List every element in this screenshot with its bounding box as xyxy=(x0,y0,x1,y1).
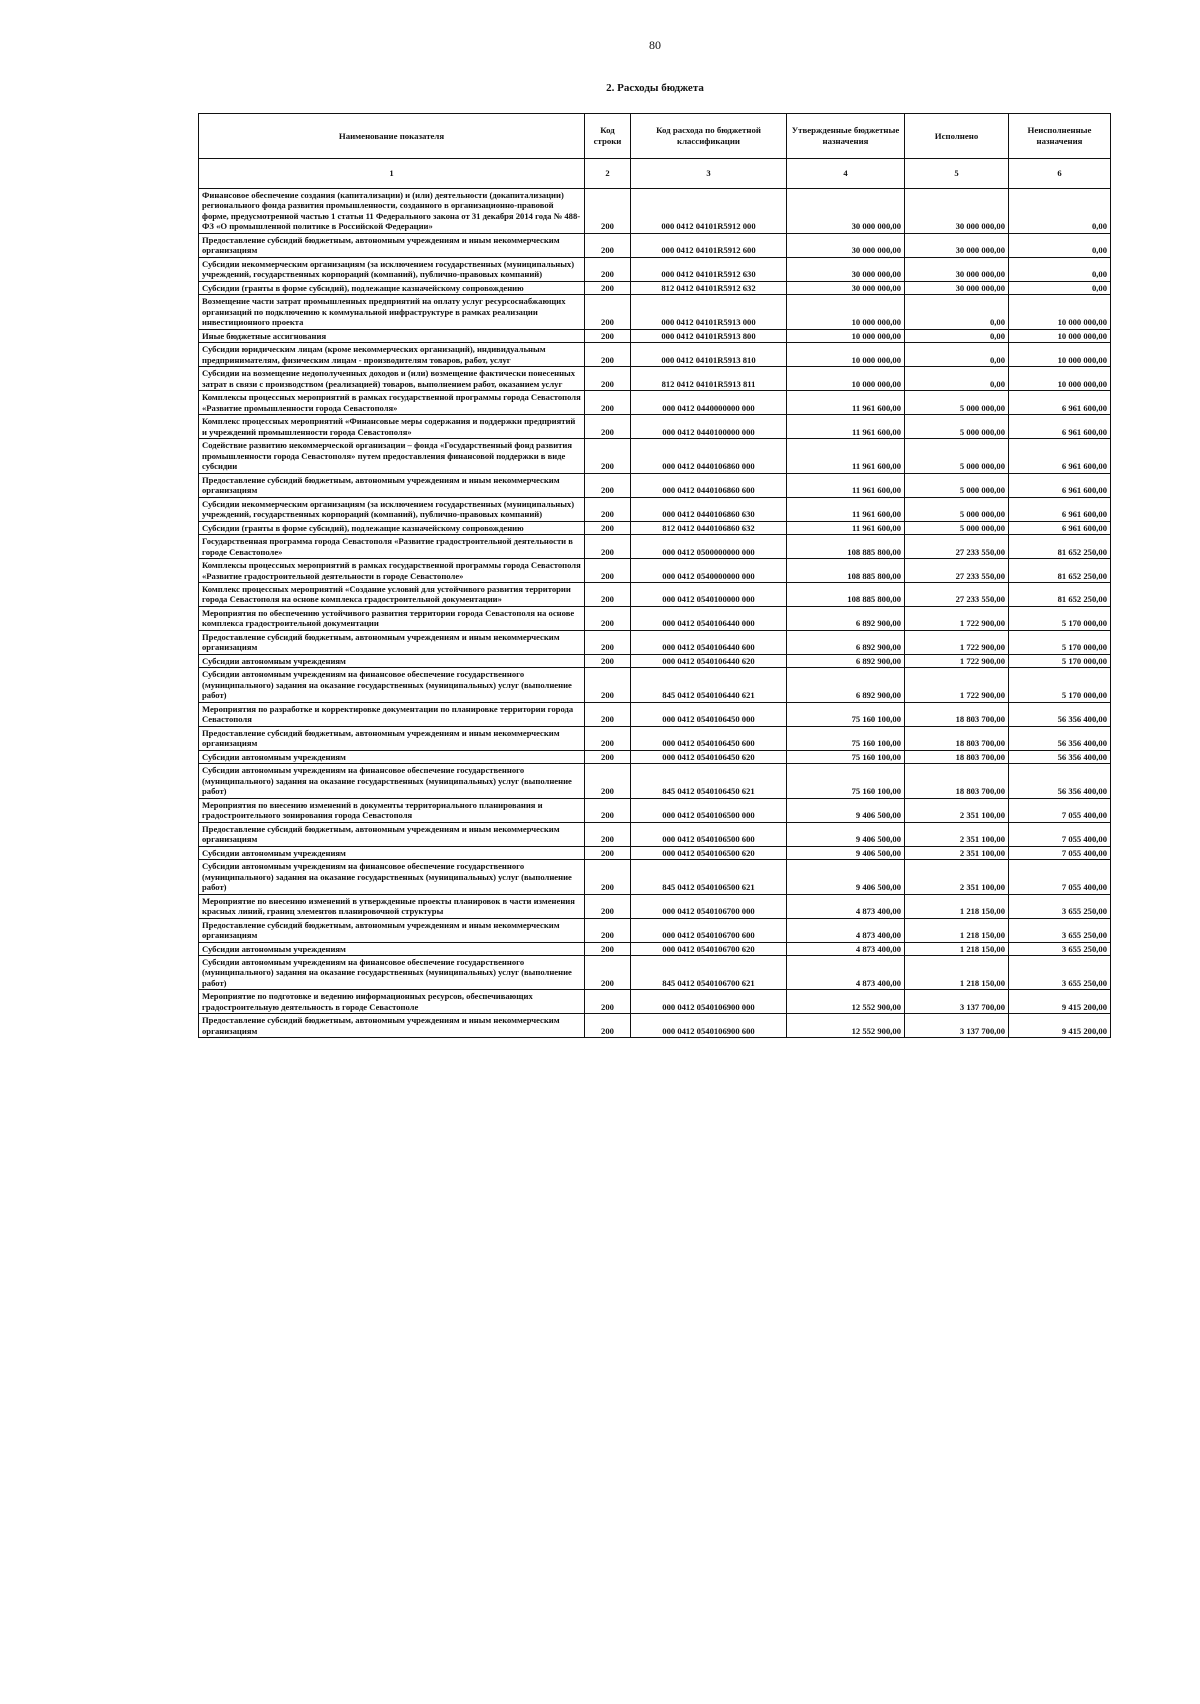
column-number: 4 xyxy=(787,159,905,189)
row-unexecuted: 56 356 400,00 xyxy=(1009,764,1111,798)
row-executed: 1 722 900,00 xyxy=(905,606,1009,630)
row-expense-code: 000 0412 0540106500 600 xyxy=(631,822,787,846)
table-row xyxy=(199,860,1111,894)
row-executed: 27 233 550,00 xyxy=(905,559,1009,583)
row-unexecuted: 5 170 000,00 xyxy=(1009,630,1111,654)
header-unexecuted: Неисполненные назначения xyxy=(1009,114,1111,159)
table-row xyxy=(199,1014,1111,1038)
row-approved: 108 885 800,00 xyxy=(787,535,905,559)
row-approved: 10 000 000,00 xyxy=(787,367,905,391)
row-unexecuted: 6 961 600,00 xyxy=(1009,439,1111,473)
row-approved: 6 892 900,00 xyxy=(787,668,905,702)
row-approved: 11 961 600,00 xyxy=(787,473,905,497)
row-approved: 75 160 100,00 xyxy=(787,764,905,798)
row-name: Субсидии некоммерческим организациям (за исключением государственных (муниципальных) учреждений, государственных корпораций (компаний), публично-правовых компаний) xyxy=(199,257,585,281)
table-row xyxy=(199,822,1111,846)
row-unexecuted: 56 356 400,00 xyxy=(1009,750,1111,763)
table-row xyxy=(199,391,1111,415)
row-line-code: 200 xyxy=(585,860,631,894)
row-executed: 5 000 000,00 xyxy=(905,473,1009,497)
row-executed: 1 218 150,00 xyxy=(905,918,1009,942)
row-unexecuted: 81 652 250,00 xyxy=(1009,535,1111,559)
row-line-code: 200 xyxy=(585,918,631,942)
row-executed: 3 137 700,00 xyxy=(905,1014,1009,1038)
row-expense-code: 000 0412 0540106440 600 xyxy=(631,630,787,654)
row-approved: 30 000 000,00 xyxy=(787,189,905,234)
row-name: Субсидии автономным учреждениям xyxy=(199,846,585,859)
row-unexecuted: 7 055 400,00 xyxy=(1009,798,1111,822)
row-executed: 0,00 xyxy=(905,367,1009,391)
row-approved: 75 160 100,00 xyxy=(787,702,905,726)
row-expense-code: 000 0412 04101R5913 800 xyxy=(631,329,787,342)
row-expense-code: 000 0412 0540106440 000 xyxy=(631,606,787,630)
row-approved: 9 406 500,00 xyxy=(787,846,905,859)
row-approved: 10 000 000,00 xyxy=(787,343,905,367)
row-expense-code: 000 0412 0540106450 620 xyxy=(631,750,787,763)
column-number: 6 xyxy=(1009,159,1111,189)
row-executed: 27 233 550,00 xyxy=(905,582,1009,606)
table-row xyxy=(199,473,1111,497)
row-approved: 6 892 900,00 xyxy=(787,654,905,667)
row-approved: 9 406 500,00 xyxy=(787,798,905,822)
row-unexecuted: 56 356 400,00 xyxy=(1009,726,1111,750)
row-expense-code: 000 0412 0540106700 000 xyxy=(631,894,787,918)
table-row xyxy=(199,668,1111,702)
row-executed: 1 218 150,00 xyxy=(905,956,1009,990)
row-approved: 10 000 000,00 xyxy=(787,329,905,342)
row-name: Иные бюджетные ассигнования xyxy=(199,329,585,342)
table-body xyxy=(199,189,1111,1038)
row-approved: 12 552 900,00 xyxy=(787,990,905,1014)
row-executed: 2 351 100,00 xyxy=(905,822,1009,846)
row-approved: 6 892 900,00 xyxy=(787,630,905,654)
row-expense-code: 000 0412 04101R5913 000 xyxy=(631,295,787,329)
table-row xyxy=(199,798,1111,822)
table-row xyxy=(199,329,1111,342)
row-expense-code: 000 0412 0540106450 000 xyxy=(631,702,787,726)
row-unexecuted: 10 000 000,00 xyxy=(1009,329,1111,342)
row-unexecuted: 6 961 600,00 xyxy=(1009,391,1111,415)
row-name: Мероприятия по обеспечению устойчивого развития территории города Севастополя на основе комплекса градостроительной документации xyxy=(199,606,585,630)
row-approved: 108 885 800,00 xyxy=(787,582,905,606)
column-number: 3 xyxy=(631,159,787,189)
row-approved: 4 873 400,00 xyxy=(787,918,905,942)
row-expense-code: 000 0412 0440106860 630 xyxy=(631,497,787,521)
column-number: 5 xyxy=(905,159,1009,189)
table-row xyxy=(199,918,1111,942)
row-name: Субсидии автономным учреждениям на финансовое обеспечение государственного (муниципального) задания на оказание государственных (муниципальных) услуг (выполнение работ) xyxy=(199,860,585,894)
column-number: 1 xyxy=(199,159,585,189)
row-approved: 9 406 500,00 xyxy=(787,822,905,846)
row-expense-code: 000 0412 0540106500 620 xyxy=(631,846,787,859)
budget-expenses-table xyxy=(198,113,1111,1038)
row-expense-code: 000 0412 0540000000 000 xyxy=(631,559,787,583)
page-number: 80 xyxy=(649,38,661,52)
row-line-code: 200 xyxy=(585,295,631,329)
row-approved: 4 873 400,00 xyxy=(787,942,905,955)
row-line-code: 200 xyxy=(585,750,631,763)
row-name: Содействие развитию некоммерческой организации – фонда «Государственный фонд развития промышленности города Севастополя» путем предоставления финансовой поддержки в виде субсидии xyxy=(199,439,585,473)
row-line-code: 200 xyxy=(585,343,631,367)
row-unexecuted: 6 961 600,00 xyxy=(1009,415,1111,439)
row-line-code: 200 xyxy=(585,582,631,606)
row-executed: 30 000 000,00 xyxy=(905,257,1009,281)
row-expense-code: 845 0412 0540106700 621 xyxy=(631,956,787,990)
row-name: Комплекс процессных мероприятий «Создание условий для устойчивого развития территории города Севастополя на основе комплекса градостроительной документации» xyxy=(199,582,585,606)
row-line-code: 200 xyxy=(585,726,631,750)
row-name: Субсидии автономным учреждениям на финансовое обеспечение государственного (муниципального) задания на оказание государственных (муниципальных) услуг (выполнение работ) xyxy=(199,956,585,990)
table-row xyxy=(199,497,1111,521)
row-expense-code: 812 0412 04101R5912 632 xyxy=(631,281,787,294)
row-executed: 0,00 xyxy=(905,295,1009,329)
row-name: Субсидии некоммерческим организациям (за исключением государственных (муниципальных) учреждений, государственных корпораций (компаний), публично-правовых компаний) xyxy=(199,497,585,521)
row-name: Субсидии (гранты в форме субсидий), подлежащие казначейскому сопровождению xyxy=(199,521,585,534)
row-name: Предоставление субсидий бюджетным, автономным учреждениям и иным некоммерческим организациям xyxy=(199,822,585,846)
row-executed: 2 351 100,00 xyxy=(905,860,1009,894)
row-executed: 18 803 700,00 xyxy=(905,750,1009,763)
row-line-code: 200 xyxy=(585,329,631,342)
row-name: Субсидии автономным учреждениям xyxy=(199,750,585,763)
row-line-code: 200 xyxy=(585,846,631,859)
table-row xyxy=(199,415,1111,439)
table-row xyxy=(199,654,1111,667)
row-expense-code: 000 0412 0540106700 620 xyxy=(631,942,787,955)
row-unexecuted: 0,00 xyxy=(1009,257,1111,281)
table-row xyxy=(199,367,1111,391)
row-expense-code: 000 0412 0540106440 620 xyxy=(631,654,787,667)
row-unexecuted: 6 961 600,00 xyxy=(1009,473,1111,497)
row-name: Финансовое обеспечение создания (капитализации) и (или) деятельности (докапитализации) регионального фонда развития промышленности, созданного в организационно-правовой форме, предусмотренной частью 1 статьи 11 Федерального закона от 31 декабря 2014 года № 488-ФЗ «О промышленной политике в Российской Федерации» xyxy=(199,189,585,234)
row-name: Предоставление субсидий бюджетным, автономным учреждениям и иным некоммерческим организациям xyxy=(199,1014,585,1038)
row-expense-code: 000 0412 0440106860 000 xyxy=(631,439,787,473)
row-expense-code: 845 0412 0540106500 621 xyxy=(631,860,787,894)
row-executed: 18 803 700,00 xyxy=(905,764,1009,798)
table-row xyxy=(199,942,1111,955)
table-row xyxy=(199,295,1111,329)
row-line-code: 200 xyxy=(585,497,631,521)
row-unexecuted: 0,00 xyxy=(1009,189,1111,234)
row-line-code: 200 xyxy=(585,559,631,583)
row-line-code: 200 xyxy=(585,281,631,294)
row-executed: 1 722 900,00 xyxy=(905,668,1009,702)
row-approved: 30 000 000,00 xyxy=(787,281,905,294)
row-executed: 5 000 000,00 xyxy=(905,439,1009,473)
row-approved: 11 961 600,00 xyxy=(787,391,905,415)
table-row xyxy=(199,582,1111,606)
row-approved: 11 961 600,00 xyxy=(787,521,905,534)
row-name: Комплекс процессных мероприятий «Финансовые меры содержания и поддержки предприятий и учреждений промышленности города Севастополя» xyxy=(199,415,585,439)
row-unexecuted: 10 000 000,00 xyxy=(1009,367,1111,391)
header-row xyxy=(199,114,1111,159)
row-unexecuted: 6 961 600,00 xyxy=(1009,521,1111,534)
row-executed: 0,00 xyxy=(905,343,1009,367)
row-name: Субсидии автономным учреждениям xyxy=(199,942,585,955)
row-line-code: 200 xyxy=(585,668,631,702)
column-number-row xyxy=(199,159,1111,189)
row-name: Предоставление субсидий бюджетным, автономным учреждениям и иным некоммерческим организациям xyxy=(199,630,585,654)
row-unexecuted: 3 655 250,00 xyxy=(1009,918,1111,942)
row-approved: 12 552 900,00 xyxy=(787,1014,905,1038)
row-executed: 18 803 700,00 xyxy=(905,726,1009,750)
row-line-code: 200 xyxy=(585,257,631,281)
row-line-code: 200 xyxy=(585,415,631,439)
table-row xyxy=(199,630,1111,654)
row-unexecuted: 7 055 400,00 xyxy=(1009,846,1111,859)
row-unexecuted: 9 415 200,00 xyxy=(1009,990,1111,1014)
table-row xyxy=(199,702,1111,726)
row-name: Мероприятия по внесению изменений в документы территориального планирования и градостроительного зонирования города Севастополя xyxy=(199,798,585,822)
row-approved: 4 873 400,00 xyxy=(787,894,905,918)
row-name: Субсидии автономным учреждениям на финансовое обеспечение государственного (муниципального) задания на оказание государственных (муниципальных) услуг (выполнение работ) xyxy=(199,764,585,798)
row-expense-code: 000 0412 0540106450 600 xyxy=(631,726,787,750)
row-approved: 30 000 000,00 xyxy=(787,257,905,281)
header-approved: Утвержденные бюджетные назначения xyxy=(787,114,905,159)
row-unexecuted: 10 000 000,00 xyxy=(1009,343,1111,367)
row-unexecuted: 6 961 600,00 xyxy=(1009,497,1111,521)
row-approved: 11 961 600,00 xyxy=(787,415,905,439)
row-expense-code: 000 0412 0440106860 600 xyxy=(631,473,787,497)
row-line-code: 200 xyxy=(585,535,631,559)
row-executed: 2 351 100,00 xyxy=(905,798,1009,822)
row-executed: 0,00 xyxy=(905,329,1009,342)
row-unexecuted: 81 652 250,00 xyxy=(1009,559,1111,583)
row-name: Комплексы процессных мероприятий в рамках государственной программы города Севастополя «Развитие промышленности города Севастополя» xyxy=(199,391,585,415)
column-number: 2 xyxy=(585,159,631,189)
row-line-code: 200 xyxy=(585,894,631,918)
row-line-code: 200 xyxy=(585,367,631,391)
row-executed: 30 000 000,00 xyxy=(905,189,1009,234)
row-executed: 5 000 000,00 xyxy=(905,391,1009,415)
table-row xyxy=(199,233,1111,257)
header-name: Наименование показателя xyxy=(199,114,585,159)
table-row xyxy=(199,281,1111,294)
row-line-code: 200 xyxy=(585,956,631,990)
row-unexecuted: 7 055 400,00 xyxy=(1009,860,1111,894)
row-executed: 27 233 550,00 xyxy=(905,535,1009,559)
row-line-code: 200 xyxy=(585,1014,631,1038)
row-line-code: 200 xyxy=(585,391,631,415)
row-name: Мероприятия по разработке и корректировке документации по планировке территории города Севастополя xyxy=(199,702,585,726)
row-line-code: 200 xyxy=(585,942,631,955)
row-expense-code: 812 0412 04101R5913 811 xyxy=(631,367,787,391)
table-row xyxy=(199,846,1111,859)
row-line-code: 200 xyxy=(585,233,631,257)
row-expense-code: 000 0412 04101R5912 000 xyxy=(631,189,787,234)
row-expense-code: 000 0412 04101R5912 630 xyxy=(631,257,787,281)
table-row xyxy=(199,189,1111,234)
row-name: Комплексы процессных мероприятий в рамках государственной программы города Севастополя «Развитие градостроительной деятельности в городе Севастополе» xyxy=(199,559,585,583)
row-approved: 6 892 900,00 xyxy=(787,606,905,630)
row-line-code: 200 xyxy=(585,189,631,234)
row-unexecuted: 0,00 xyxy=(1009,281,1111,294)
row-executed: 3 137 700,00 xyxy=(905,990,1009,1014)
row-line-code: 200 xyxy=(585,630,631,654)
row-executed: 18 803 700,00 xyxy=(905,702,1009,726)
table-row xyxy=(199,535,1111,559)
row-executed: 1 218 150,00 xyxy=(905,894,1009,918)
table-row xyxy=(199,439,1111,473)
row-executed: 30 000 000,00 xyxy=(905,233,1009,257)
row-unexecuted: 10 000 000,00 xyxy=(1009,295,1111,329)
row-approved: 4 873 400,00 xyxy=(787,956,905,990)
row-line-code: 200 xyxy=(585,654,631,667)
row-name: Субсидии автономным учреждениям xyxy=(199,654,585,667)
row-unexecuted: 7 055 400,00 xyxy=(1009,822,1111,846)
row-executed: 30 000 000,00 xyxy=(905,281,1009,294)
row-line-code: 200 xyxy=(585,439,631,473)
row-unexecuted: 56 356 400,00 xyxy=(1009,702,1111,726)
row-line-code: 200 xyxy=(585,798,631,822)
row-line-code: 200 xyxy=(585,473,631,497)
row-expense-code: 845 0412 0540106450 621 xyxy=(631,764,787,798)
row-executed: 1 722 900,00 xyxy=(905,654,1009,667)
row-line-code: 200 xyxy=(585,702,631,726)
row-expense-code: 845 0412 0540106440 621 xyxy=(631,668,787,702)
row-unexecuted: 9 415 200,00 xyxy=(1009,1014,1111,1038)
table-row xyxy=(199,894,1111,918)
row-name: Государственная программа города Севастополя «Развитие градостроительной деятельности в городе Севастополе» xyxy=(199,535,585,559)
table-row xyxy=(199,343,1111,367)
row-approved: 11 961 600,00 xyxy=(787,497,905,521)
row-approved: 30 000 000,00 xyxy=(787,233,905,257)
row-name: Мероприятие по внесению изменений в утвержденные проекты планировок в части изменения красных линий, границ элементов планировочной структуры xyxy=(199,894,585,918)
table-row xyxy=(199,750,1111,763)
table-row xyxy=(199,956,1111,990)
row-unexecuted: 3 655 250,00 xyxy=(1009,942,1111,955)
row-line-code: 200 xyxy=(585,764,631,798)
row-unexecuted: 5 170 000,00 xyxy=(1009,606,1111,630)
row-name: Субсидии автономным учреждениям на финансовое обеспечение государственного (муниципального) задания на оказание государственных (муниципальных) услуг (выполнение работ) xyxy=(199,668,585,702)
row-expense-code: 000 0412 04101R5912 600 xyxy=(631,233,787,257)
row-name: Мероприятие по подготовке и ведению информационных ресурсов, обеспечивающих градостроительную деятельность в городе Севастополе xyxy=(199,990,585,1014)
row-executed: 5 000 000,00 xyxy=(905,415,1009,439)
row-executed: 5 000 000,00 xyxy=(905,497,1009,521)
row-unexecuted: 3 655 250,00 xyxy=(1009,894,1111,918)
row-expense-code: 000 0412 04101R5913 810 xyxy=(631,343,787,367)
row-expense-code: 000 0412 0500000000 000 xyxy=(631,535,787,559)
row-executed: 2 351 100,00 xyxy=(905,846,1009,859)
row-name: Предоставление субсидий бюджетным, автономным учреждениям и иным некоммерческим организациям xyxy=(199,233,585,257)
row-line-code: 200 xyxy=(585,990,631,1014)
row-expense-code: 000 0412 0540106900 600 xyxy=(631,1014,787,1038)
table-row xyxy=(199,257,1111,281)
row-line-code: 200 xyxy=(585,521,631,534)
row-expense-code: 000 0412 0540106500 000 xyxy=(631,798,787,822)
row-unexecuted: 5 170 000,00 xyxy=(1009,654,1111,667)
row-name: Возмещение части затрат промышленных предприятий на оплату услуг ресурсоснабжающих организаций по подключению к коммунальной инфраструктуре в рамках реализации инвестиционного проекта xyxy=(199,295,585,329)
row-name: Субсидии юридическим лицам (кроме некоммерческих организаций), индивидуальным предпринимателям, физическим лицам - производителям товаров, работ, услуг xyxy=(199,343,585,367)
table-row xyxy=(199,764,1111,798)
row-executed: 1 218 150,00 xyxy=(905,942,1009,955)
row-unexecuted: 81 652 250,00 xyxy=(1009,582,1111,606)
row-name: Предоставление субсидий бюджетным, автономным учреждениям и иным некоммерческим организациям xyxy=(199,473,585,497)
row-expense-code: 000 0412 0540106900 000 xyxy=(631,990,787,1014)
row-line-code: 200 xyxy=(585,606,631,630)
row-name: Предоставление субсидий бюджетным, автономным учреждениям и иным некоммерческим организациям xyxy=(199,918,585,942)
row-unexecuted: 5 170 000,00 xyxy=(1009,668,1111,702)
row-unexecuted: 0,00 xyxy=(1009,233,1111,257)
row-expense-code: 000 0412 0540106700 600 xyxy=(631,918,787,942)
row-approved: 75 160 100,00 xyxy=(787,750,905,763)
row-unexecuted: 3 655 250,00 xyxy=(1009,956,1111,990)
row-approved: 9 406 500,00 xyxy=(787,860,905,894)
table-row xyxy=(199,990,1111,1014)
row-expense-code: 812 0412 0440106860 632 xyxy=(631,521,787,534)
section-title: 2. Расходы бюджета xyxy=(606,82,704,94)
table-row xyxy=(199,559,1111,583)
row-expense-code: 000 0412 0440100000 000 xyxy=(631,415,787,439)
row-executed: 1 722 900,00 xyxy=(905,630,1009,654)
row-executed: 5 000 000,00 xyxy=(905,521,1009,534)
row-expense-code: 000 0412 0540100000 000 xyxy=(631,582,787,606)
row-approved: 75 160 100,00 xyxy=(787,726,905,750)
row-name: Субсидии на возмещение недополученных доходов и (или) возмещение фактически понесенных затрат в связи с производством (реализацией) товаров, выполнением работ, оказанием услуг xyxy=(199,367,585,391)
row-approved: 108 885 800,00 xyxy=(787,559,905,583)
header-line-code: Код строки xyxy=(585,114,631,159)
row-approved: 10 000 000,00 xyxy=(787,295,905,329)
table-row xyxy=(199,726,1111,750)
row-name: Предоставление субсидий бюджетным, автономным учреждениям и иным некоммерческим организациям xyxy=(199,726,585,750)
table-row xyxy=(199,521,1111,534)
row-approved: 11 961 600,00 xyxy=(787,439,905,473)
table-row xyxy=(199,606,1111,630)
header-executed: Исполнено xyxy=(905,114,1009,159)
row-expense-code: 000 0412 0440000000 000 xyxy=(631,391,787,415)
header-expense-code: Код расхода по бюджетной классификации xyxy=(631,114,787,159)
row-line-code: 200 xyxy=(585,822,631,846)
row-name: Субсидии (гранты в форме субсидий), подлежащие казначейскому сопровождению xyxy=(199,281,585,294)
